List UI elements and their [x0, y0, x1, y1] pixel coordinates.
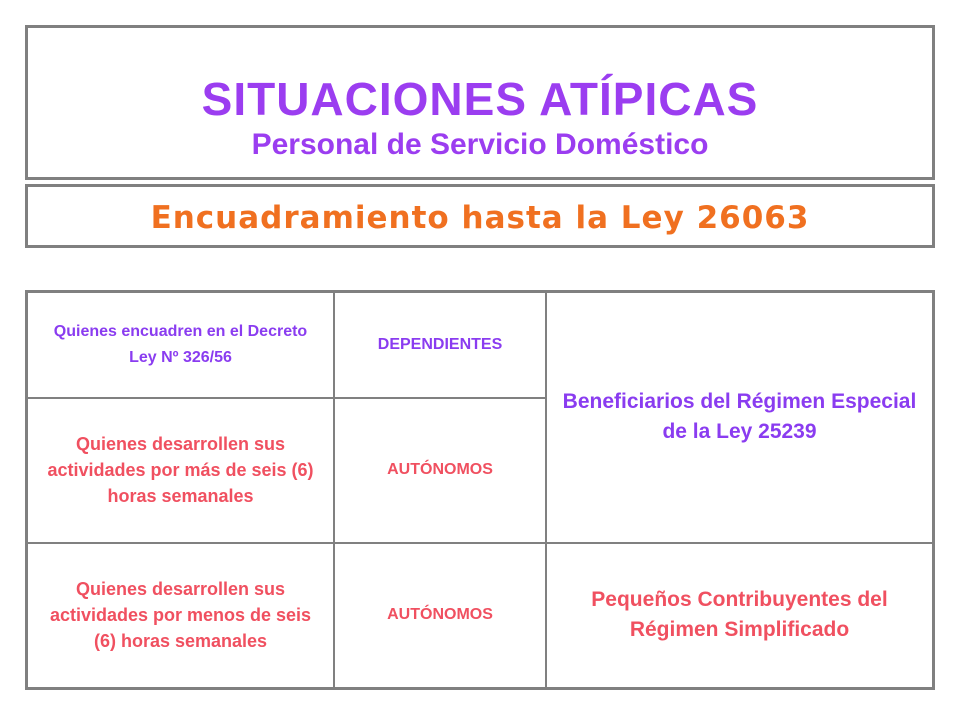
row-1-condition: Quienes encuadren en el Decreto Ley Nº 326/56: [27, 292, 335, 398]
row-3-category: AUTÓNOMOS: [334, 543, 546, 689]
classification-table: [25, 290, 935, 690]
row-3-condition: Quienes desarrollen sus actividades por menos de seis (6) horas semanales: [27, 543, 335, 689]
result-pequenos-contribuyentes: Pequeños Contribuyentes del Régimen Simplificado: [546, 543, 934, 689]
page-title: SITUACIONES ATÍPICAS: [201, 73, 759, 125]
row-2-category: AUTÓNOMOS: [334, 398, 546, 543]
table-row: [27, 543, 934, 689]
page-subtitle: Personal de Servicio Doméstico: [251, 128, 709, 161]
result-regimen-especial: Beneficiarios del Régimen Especial de la Ley 25239: [546, 292, 934, 543]
section-heading-box: [25, 184, 935, 248]
table-row: [27, 292, 934, 398]
row-1-category: DEPENDIENTES: [334, 292, 546, 398]
row-2-condition: Quienes desarrollen sus actividades por más de seis (6) horas semanales: [27, 398, 335, 543]
section-heading: Encuadramiento hasta la Ley 26063: [150, 200, 810, 236]
title-box: [25, 25, 935, 180]
